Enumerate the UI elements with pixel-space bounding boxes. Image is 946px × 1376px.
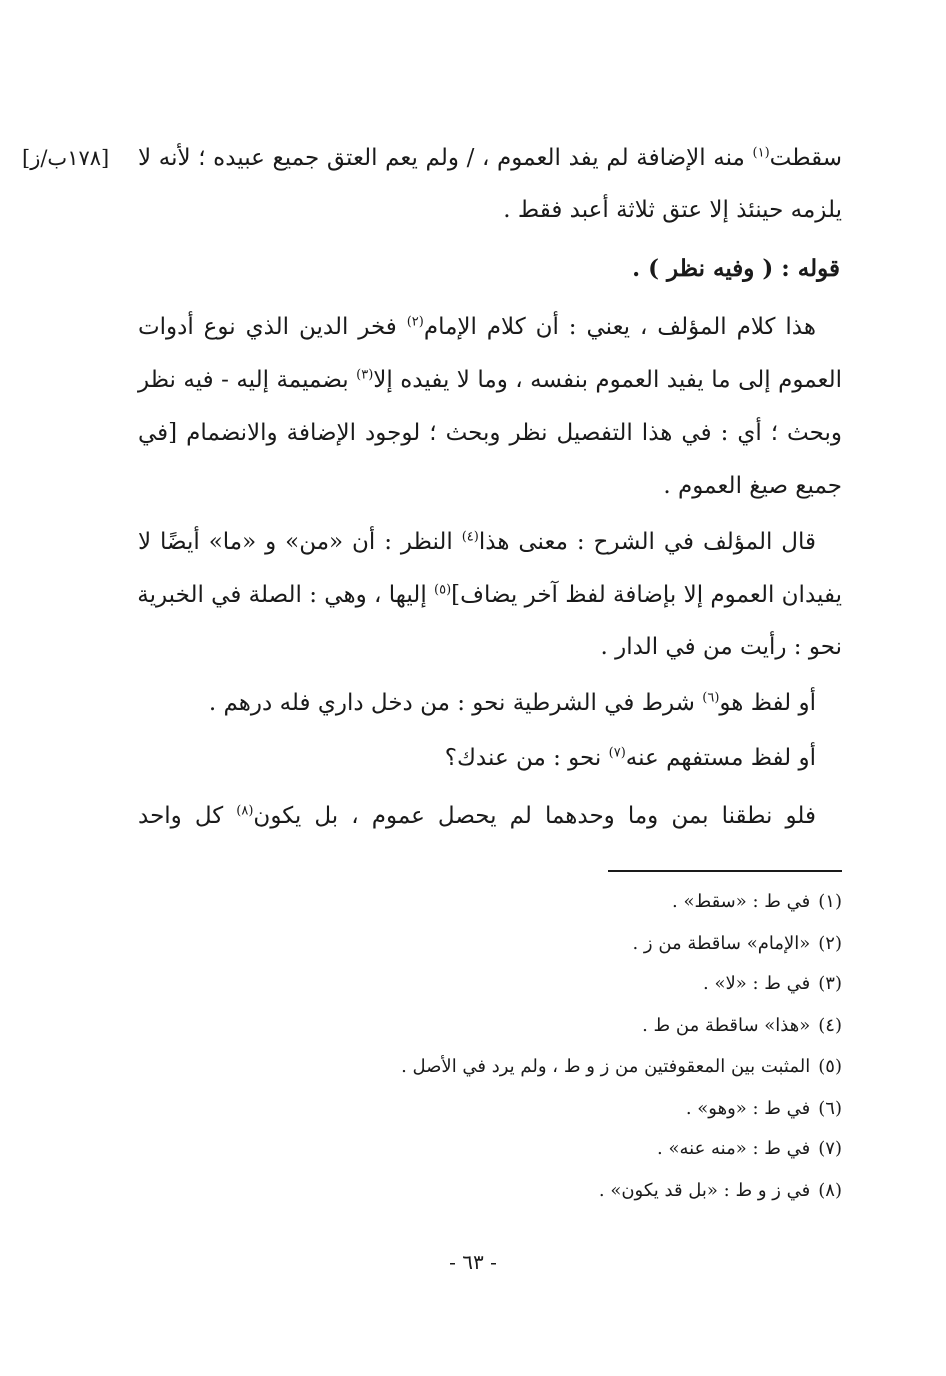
footnote-marker: (١) [752,145,770,161]
section-heading: قوله : ( وفيه نظر ) . [632,255,840,282]
footnote-separator [608,870,842,872]
body-line: أو لفظ مستفهم عنه$^{(٧)}$ نحو : من عندك؟ [444,745,816,771]
footnote-marker: (٧) [608,745,626,761]
footnote-number: (٨) [818,1180,842,1201]
footnote [599,1176,842,1206]
body-line: نحو : رأيت من في الدار . [600,634,842,660]
footnote-text: في ط : «وهو» . [685,1098,811,1119]
body-line: العموم إلى ما يفيد العموم بنفسه ، وما لا يفيده إلا$^{(٣)}$ بضميمة إليه - فيه نظر [138,367,843,393]
footnote [686,1094,842,1124]
footnote-marker: (٢) [406,314,424,330]
body-line: قال المؤلف في الشرح : معنى هذا$^{(٤)}$ النظر : أن «من» و «ما» أيضًا لا [138,529,816,555]
footnote-number: (٧) [818,1138,842,1159]
footnote-text: «هذا» ساقطة من ط . [642,1015,811,1036]
footnote-number: (٦) [818,1098,842,1119]
body-line: وبحث ؛ أي : في هذا التفصيل نظر وبحث ؛ لوجود الإضافة والانضمام [في [138,420,842,446]
margin-manuscript-reference: [١٧٨ب/ز] [22,146,110,170]
footnote-marker: (٨) [236,803,254,819]
body-line: جميع صيغ العموم . [663,473,842,499]
footnote-marker: (٤) [461,529,479,545]
footnote-number: (٥) [818,1056,842,1077]
footnote-text: في ط : «لا» . [703,973,811,994]
footnote [401,1052,842,1082]
footnote-number: (٤) [818,1015,842,1036]
body-line: هذا كلام المؤلف ، يعني : أن كلام الإمام$^{(٢)}$ فخر الدين الذي نوع أدوات [138,314,816,340]
footnote-text: في ط : «سقط» . [672,891,811,912]
body-line: أو لفظ هو$^{(٦)}$ شرط في الشرطية نحو : من دخل داري فله درهم . [208,690,816,716]
body-line: سقطت$^{(١)}$ منه الإضافة لم يفد العموم ، / ولم يعم العتق جميع عبيده ؛ لأنه لا [138,145,842,171]
footnote [672,887,842,917]
body-line: فلو نطقنا بمن وما وحدهما لم يحصل عموم ، بل يكون$^{(٨)}$ كل واحد [138,803,816,829]
footnote-number: (٢) [818,933,842,954]
footnote-text: في ط : «منه عنه» . [657,1138,811,1159]
footnote [657,1134,842,1164]
page-number: - ٦٣ - [449,1250,497,1274]
footnote-text: «الإمام» ساقطة من ز . [632,933,811,954]
footnote [642,1011,842,1041]
footnote [703,969,842,999]
footnote-marker: (٦) [702,690,720,706]
footnote-number: (٣) [818,973,842,994]
footnote-marker: (٣) [356,367,374,383]
footnote-marker: (٥) [434,582,452,598]
footnote-text: في ز و ط : «بل قد يكون» . [598,1180,811,1201]
body-line: يفيدان العموم إلا بإضافة لفظ آخر يضاف]$^{(٥)}$ إليها ، وهي : الصلة في الخبرية [137,582,842,608]
body-line: يلزمه حينئذ إلا عتق ثلاثة أعبد فقط . [503,197,842,223]
footnote-text: المثبت بين المعقوفتين من ز و ط ، ولم يرد في الأصل . [401,1056,811,1077]
footnote [632,929,842,959]
footnote-number: (١) [818,891,842,912]
